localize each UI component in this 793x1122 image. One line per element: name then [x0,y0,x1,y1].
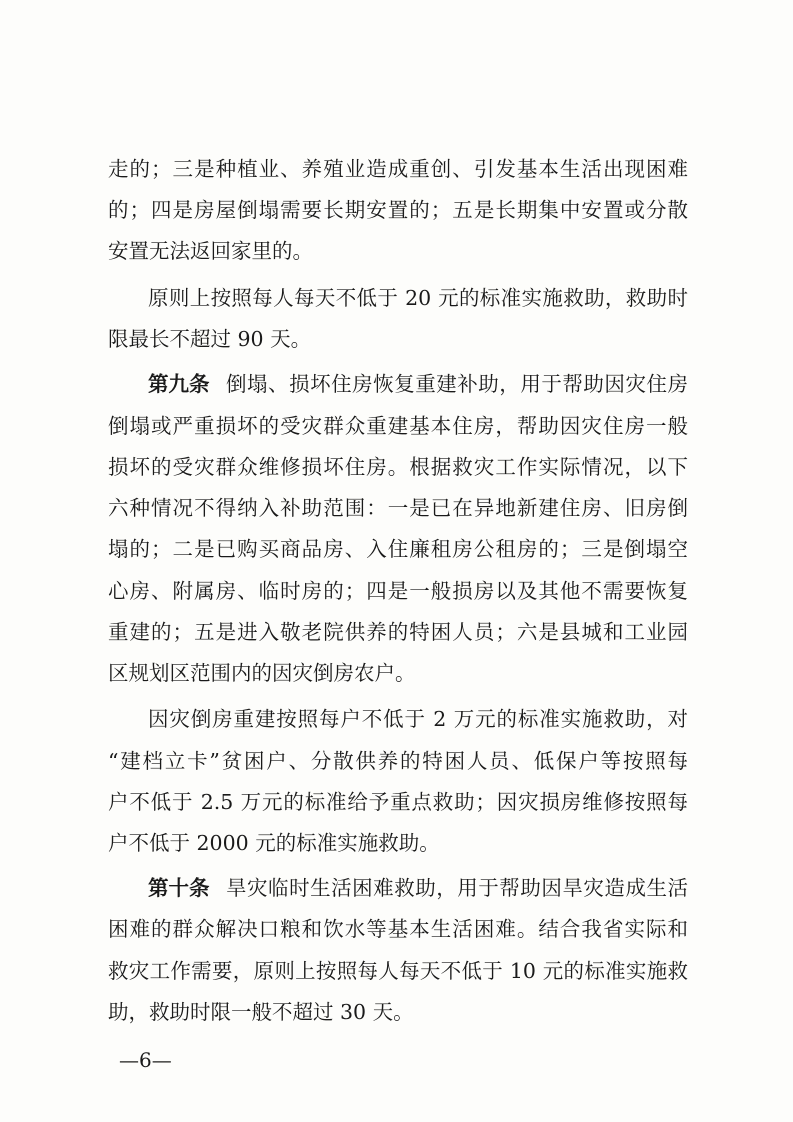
body-line: 户不低于 2.5 万元的标准给予重点救助；因灾损房维修按照每 [108,790,688,814]
body-line: 困难的群众解决口粮和饮水等基本生活困难。结合我省实际和 [108,917,688,941]
body-line: 的；四是房屋倒塌需要长期安置的；五是长期集中安置或分散 [108,198,688,222]
article-10-heading: 第十条 [148,876,210,900]
body-line: “建档立卡”贫困户、分散供养的特困人员、低保户等按照每 [108,749,688,773]
page-number: —6— [119,1048,172,1072]
body-line: 重建的；五是进入敬老院供养的特困人员；六是县城和工业园 [108,620,688,644]
body-line: 户不低于 2000 元的标准实施救助。 [108,831,440,855]
body-line: 走的；三是种植业、养殖业造成重创、引发基本生活出现困难 [108,157,688,181]
body-line: 区规划区范围内的因灾倒房农户。 [108,661,416,685]
body-line: 旱灾临时生活困难救助，用于帮助因旱灾造成生活 [226,876,688,900]
body-line: 塌的；二是已购买商品房、入住廉租房公租房的；三是倒塌空 [108,537,688,561]
body-line: 心房、附属房、临时房的；四是一般损房以及其他不需要恢复 [108,579,688,603]
body-line: 助，救助时限一般不超过 30 天。 [108,1000,414,1024]
body-line: 救灾工作需要，原则上按照每人每天不低于 10 元的标准实施救 [108,959,688,983]
body-line: 倒塌、损坏住房恢复重建补助，用于帮助因灾住房 [226,372,688,396]
body-line: 原则上按照每人每天不低于 20 元的标准实施救助，救助时 [148,286,688,310]
body-line: 安置无法返回家里的。 [108,239,313,263]
body-line: 倒塌或严重损坏的受灾群众重建基本住房，帮助因灾住房一般 [108,414,688,438]
article-9-heading: 第九条 [148,372,210,396]
body-line: 损坏的受灾群众维修损坏住房。根据救灾工作实际情况，以下 [108,455,688,479]
body-line: 六种情况不得纳入补助范围：一是已在异地新建住房、旧房倒 [108,496,688,520]
body-line: 限最长不超过 90 天。 [108,327,312,351]
body-line: 因灾倒房重建按照每户不低于 2 万元的标准实施救助，对 [148,707,688,731]
